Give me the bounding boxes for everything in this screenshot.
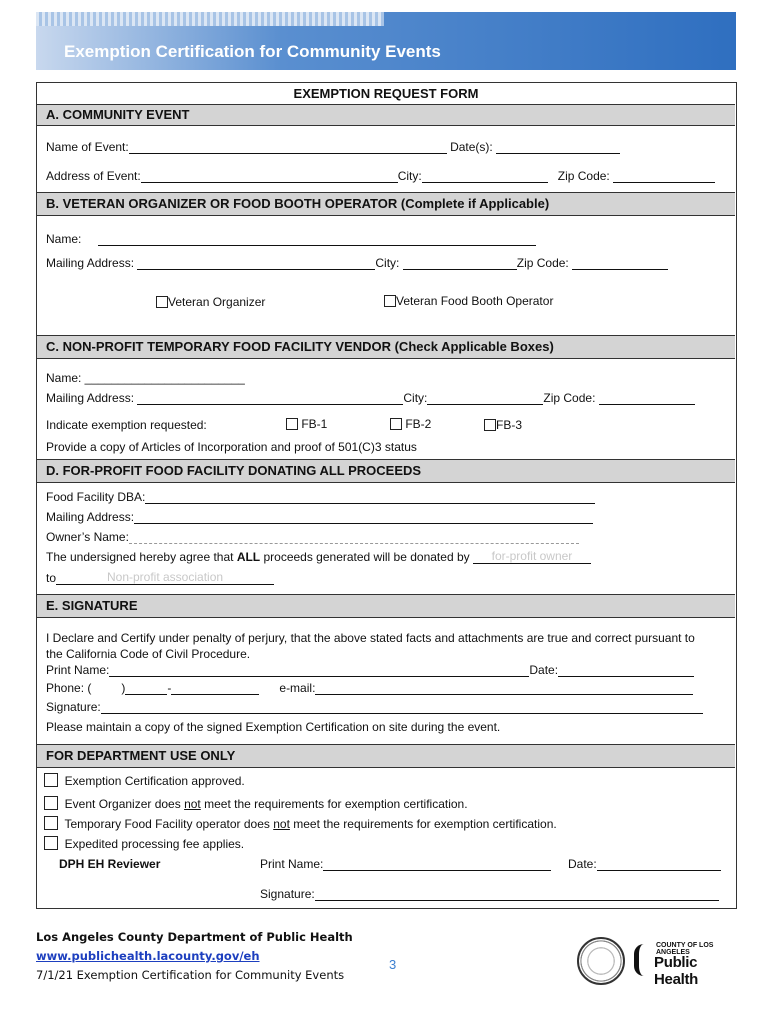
- page-title: Exemption Certification for Community Events: [64, 42, 441, 61]
- section-d-heading: D. FOR-PROFIT FOOD FACILITY DONATING ALL PROCEEDS: [37, 459, 735, 483]
- dba-row: [46, 490, 595, 504]
- agreement-text-pre: The undersigned hereby agree that: [46, 550, 237, 564]
- expedited-checkbox[interactable]: [44, 836, 58, 850]
- tff-not-met-pre: Temporary Food Facility operator does: [64, 817, 274, 831]
- form-title: EXEMPTION REQUEST FORM: [293, 86, 479, 101]
- organizer-not-met-checkbox[interactable]: [44, 796, 58, 810]
- event-name-field[interactable]: [129, 141, 447, 154]
- exemption-request-label: Indicate exemption requested:: [46, 418, 207, 432]
- owner-field[interactable]: [129, 531, 579, 544]
- forprofit-mailing-row: [46, 510, 593, 524]
- tff-not-met-not: not: [273, 817, 290, 831]
- section-e-heading: E. SIGNATURE: [37, 594, 735, 618]
- print-name-field[interactable]: [109, 664, 529, 677]
- reviewer-print-field[interactable]: [323, 858, 551, 871]
- agreement-text-post: proceeds generated will be donated by: [260, 550, 470, 564]
- veteran-zip-label: Zip Code:: [516, 256, 569, 270]
- nonprofit-name-label[interactable]: Name: ________________________: [46, 371, 245, 385]
- forprofit-mailing-label: Mailing Address:: [46, 510, 135, 524]
- logo-small-text: COUNTY OF LOS ANGELES: [656, 942, 714, 956]
- organizer-not-met-post: meet the requirements for exemption certification.: [200, 797, 468, 811]
- nonprofit-name-row: [46, 371, 245, 385]
- approved-option[interactable]: [44, 773, 245, 788]
- nonprofit-association-field[interactable]: Non-profit association: [56, 570, 274, 585]
- organizer-not-met-pre: Event Organizer does: [64, 797, 185, 811]
- reviewer-signature-label: Signature:: [260, 887, 315, 901]
- phone-dash: -: [167, 681, 172, 695]
- event-zip-label: Zip Code:: [557, 169, 610, 183]
- expedited-label: Expedited processing fee applies.: [64, 837, 245, 851]
- forprofit-owner-field[interactable]: for-profit owner: [473, 549, 591, 564]
- organizer-not-met-option[interactable]: [44, 796, 468, 811]
- veteran-name-row: [46, 232, 536, 246]
- section-c-heading: C. NON-PROFIT TEMPORARY FOOD FACILITY VENDOR (Check Applicable Boxes): [37, 335, 735, 359]
- print-name-row: [46, 663, 694, 677]
- nonprofit-mailing-row: [46, 391, 695, 405]
- provide-copy-note: Provide a copy of Articles of Incorporation and proof of 501(C)3 status: [46, 440, 417, 454]
- banner-decoration: [36, 12, 384, 26]
- reviewer-print-label: Print Name:: [260, 857, 324, 871]
- tff-not-met-post: meet the requirements for exemption certification.: [289, 817, 557, 831]
- veteran-city-label: City:: [375, 256, 400, 270]
- nonprofit-recipient-row: [46, 570, 274, 585]
- nonprofit-city-field[interactable]: [427, 392, 543, 405]
- department-heading: FOR DEPARTMENT USE ONLY: [37, 744, 735, 768]
- agreement-row: [46, 549, 591, 564]
- veteran-organizer-label: Veteran Organizer: [168, 295, 266, 309]
- print-name-label: Print Name:: [46, 663, 110, 677]
- area-code-field[interactable]: [91, 682, 121, 695]
- sign-date-field[interactable]: [558, 664, 694, 677]
- section-a-heading: A. COMMUNITY EVENT: [37, 104, 735, 126]
- event-address-row: [46, 169, 715, 183]
- fb2-checkbox[interactable]: [390, 418, 402, 430]
- fb3-option[interactable]: [484, 418, 522, 432]
- event-zip-field[interactable]: [613, 170, 715, 183]
- approved-label: Exemption Certification approved.: [64, 774, 245, 788]
- veteran-zip-field[interactable]: [572, 257, 668, 270]
- logo-big-text: Public Health: [654, 954, 699, 988]
- to-label: to: [46, 571, 57, 585]
- owner-row: [46, 530, 579, 544]
- fb2-option[interactable]: [390, 417, 431, 431]
- page-number: 3: [389, 957, 397, 972]
- reviewer-date-field[interactable]: [597, 858, 721, 871]
- nonprofit-zip-label: Zip Code:: [543, 391, 596, 405]
- veteran-name-label: Name:: [46, 232, 82, 246]
- email-field[interactable]: [315, 682, 693, 695]
- footer-document-name: 7/1/21 Exemption Certification for Community Events: [36, 968, 345, 982]
- agreement-text-bold: ALL: [236, 550, 261, 564]
- public-health-logo: [632, 940, 738, 988]
- phone-paren: ): [121, 681, 126, 695]
- veteran-booth-option[interactable]: [384, 294, 553, 308]
- tff-not-met-checkbox[interactable]: [44, 816, 58, 830]
- reviewer-label: DPH EH Reviewer: [59, 857, 161, 871]
- event-name-row: [46, 140, 620, 154]
- event-address-label: Address of Event:: [46, 169, 141, 183]
- event-city-field[interactable]: [422, 170, 548, 183]
- reviewer-signature-field[interactable]: [315, 888, 719, 901]
- fb1-option[interactable]: [286, 417, 327, 431]
- declaration-line-2: the California Code of Civil Procedure.: [46, 647, 251, 661]
- public-health-mark-icon: [634, 944, 652, 976]
- reviewer-print-row: [260, 857, 551, 871]
- veteran-mailing-field[interactable]: [137, 257, 375, 270]
- footer-department: Los Angeles County Department of Public Health: [36, 930, 353, 944]
- event-city-label: City:: [397, 169, 422, 183]
- veteran-mailing-label: Mailing Address:: [46, 256, 135, 270]
- veteran-organizer-checkbox[interactable]: [156, 296, 168, 308]
- veteran-organizer-option[interactable]: [156, 295, 265, 309]
- exemption-form: [36, 82, 737, 909]
- veteran-booth-checkbox[interactable]: [384, 295, 396, 307]
- approved-checkbox[interactable]: [44, 773, 58, 787]
- event-name-label: Name of Event:: [46, 140, 129, 154]
- expedited-option[interactable]: [44, 836, 244, 851]
- veteran-city-field[interactable]: [403, 257, 517, 270]
- footer: [36, 930, 353, 987]
- signature-field[interactable]: [101, 701, 703, 714]
- section-b-heading: B. VETERAN ORGANIZER OR FOOD BOOTH OPERATOR (Complete if Applicable): [37, 192, 735, 216]
- fb1-checkbox[interactable]: [286, 418, 298, 430]
- owner-label: Owner’s Name:: [46, 530, 129, 544]
- event-address-field[interactable]: [141, 170, 398, 183]
- signature-label: Signature:: [46, 700, 101, 714]
- signature-row: [46, 700, 703, 714]
- reviewer-signature-row: [260, 887, 719, 901]
- tff-not-met-option[interactable]: [44, 816, 557, 831]
- event-dates-field[interactable]: [496, 141, 620, 154]
- fb3-label: FB-3: [496, 418, 523, 432]
- declaration-line-1: I Declare and Certify under penalty of perjury, that the above stated facts and attachments are true and correct pursuant to: [46, 631, 695, 645]
- dba-field[interactable]: [145, 491, 595, 504]
- phone-prefix-field[interactable]: [125, 682, 167, 695]
- veteran-name-field[interactable]: [98, 233, 536, 246]
- event-dates-label: Date(s):: [450, 140, 493, 154]
- nonprofit-city-label: City:: [403, 391, 428, 405]
- phone-label: Phone: (: [46, 681, 92, 695]
- phone-number-field[interactable]: [171, 682, 259, 695]
- dba-label: Food Facility DBA:: [46, 490, 146, 504]
- phone-email-row: [46, 681, 693, 695]
- sign-date-label: Date:: [529, 663, 559, 677]
- reviewer-date-row: [568, 857, 721, 871]
- fb3-checkbox[interactable]: [484, 419, 496, 431]
- organizer-not-met-not: not: [184, 797, 201, 811]
- nonprofit-mailing-label: Mailing Address:: [46, 391, 135, 405]
- county-seal-logo: [577, 937, 625, 985]
- email-label: e-mail:: [279, 681, 316, 695]
- nonprofit-mailing-field[interactable]: [137, 392, 403, 405]
- nonprofit-zip-field[interactable]: [599, 392, 695, 405]
- maintain-copy-note: Please maintain a copy of the signed Exemption Certification on site during the event.: [46, 720, 501, 734]
- veteran-booth-label: Veteran Food Booth Operator: [396, 294, 554, 308]
- forprofit-mailing-field[interactable]: [134, 511, 593, 524]
- veteran-mailing-row: [46, 256, 668, 270]
- reviewer-date-label: Date:: [568, 857, 597, 871]
- fb2-label: FB-2: [405, 417, 432, 431]
- fb1-label: FB-1: [301, 417, 328, 431]
- footer-url-link[interactable]: www.publichealth.lacounty.gov/eh: [36, 949, 260, 963]
